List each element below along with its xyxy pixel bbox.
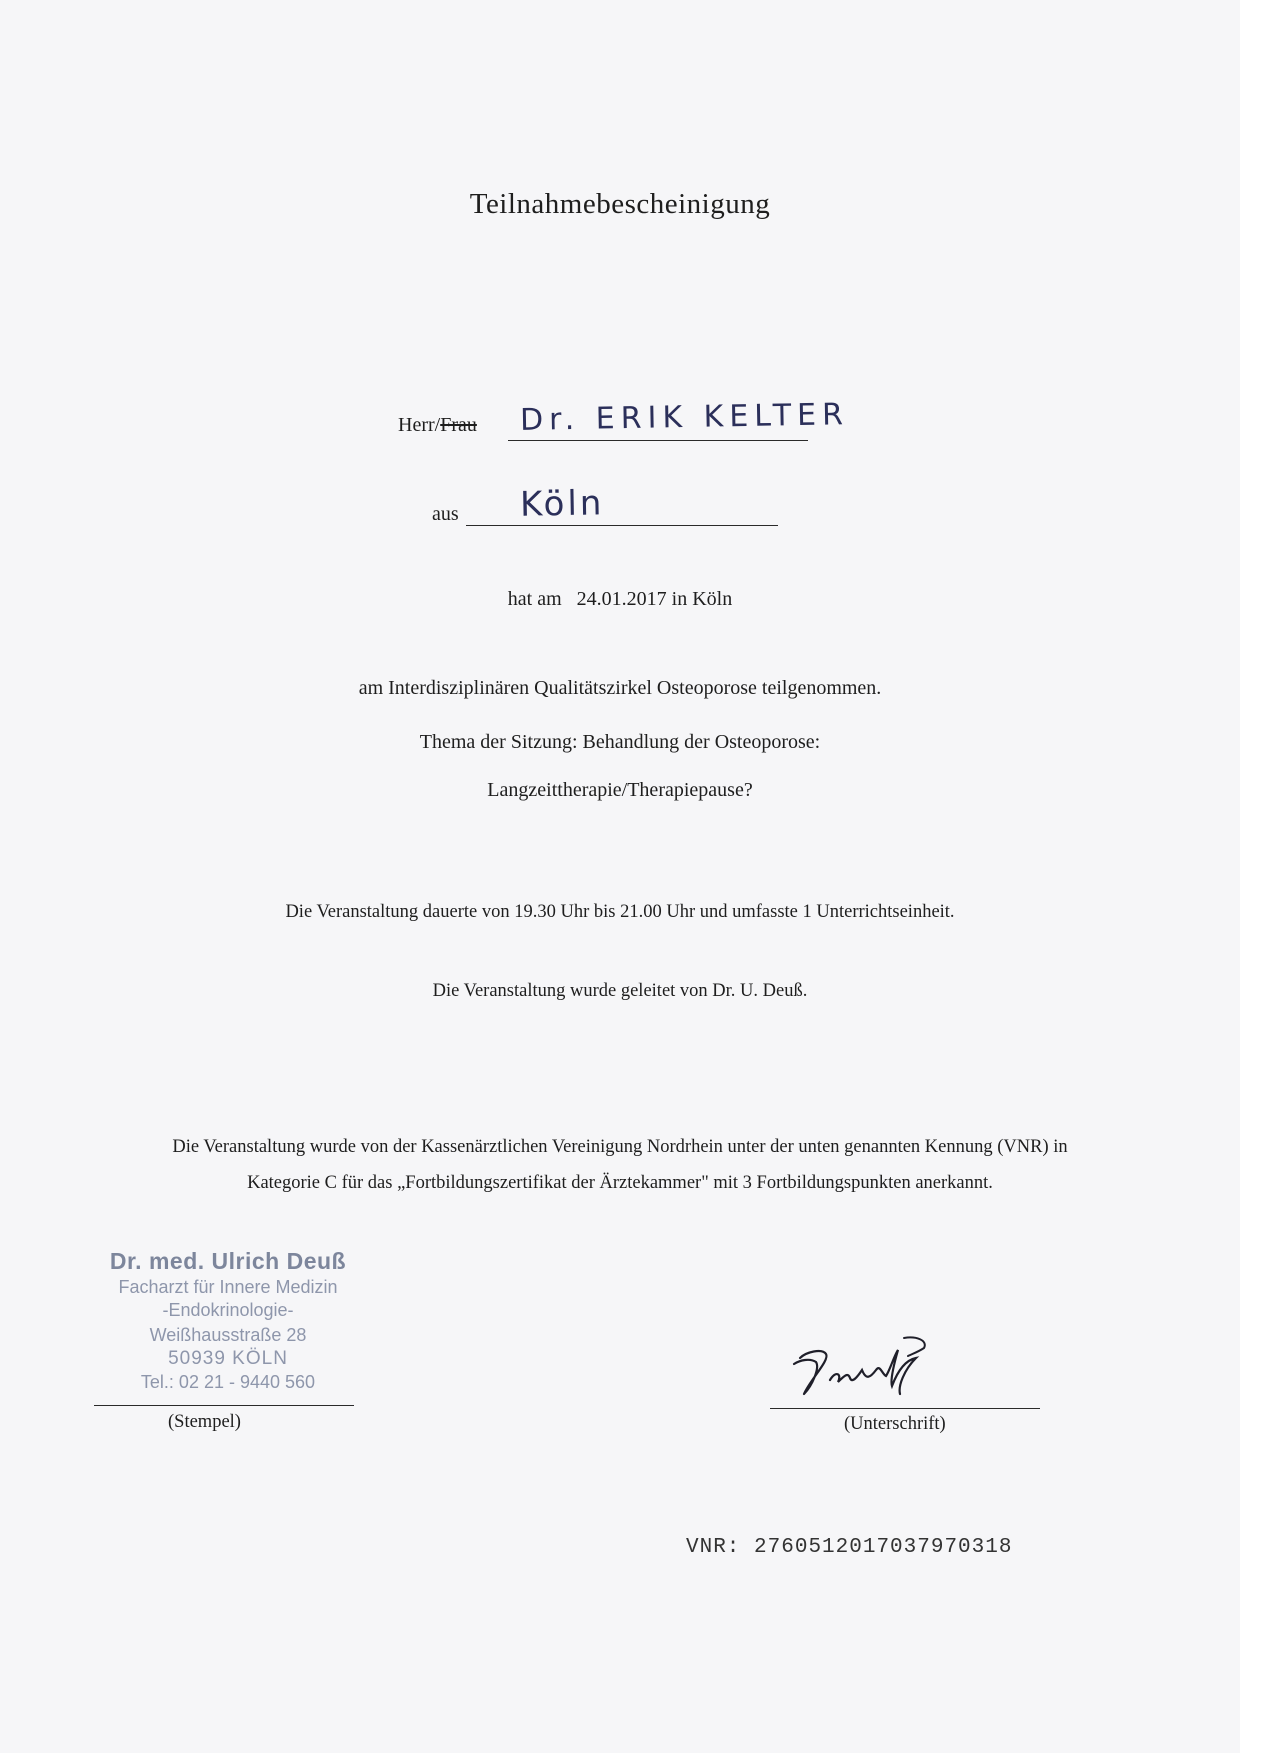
salutation-herr: Herr/ (398, 414, 441, 436)
date-suffix: in Köln (671, 588, 733, 610)
signature (786, 1330, 986, 1410)
topic-line-2: Langzeittherapie/Therapiepause? (487, 779, 753, 801)
name-underline (508, 440, 808, 441)
stamp-specialty: Facharzt für Innere Medizin (118, 1277, 338, 1297)
signature-line (770, 1408, 1040, 1409)
leader-text: Die Veranstaltung wurde geleitet von Dr. U. Deuß. (432, 981, 808, 1001)
stamp-city: 50939 KÖLN (168, 1348, 288, 1369)
participation-text: am Interdisziplinären Qualitätszirkel Osteoporose teilgenommen. (358, 677, 882, 699)
date-line (0, 588, 1240, 611)
salutation-frau-struck: Frau (440, 414, 477, 436)
stamp-phone: Tel.: 02 21 - 9440 560 (140, 1372, 316, 1392)
signature-caption: (Unterschrift) (844, 1414, 946, 1434)
document-title: Teilnahmebescheinigung (469, 188, 771, 220)
stamp-line (94, 1405, 354, 1406)
origin-city-handwritten: Köln (519, 483, 605, 525)
date-prefix: hat am (507, 588, 562, 610)
accreditation-line-2: Kategorie C für das „Fortbildungszertifikat der Ärztekammer" mit 3 Fortbildungspunkten anerkannt. (247, 1173, 993, 1193)
salutation-label (398, 414, 477, 437)
scan-edge (1240, 0, 1275, 1753)
signature-drawing-icon (786, 1330, 986, 1410)
stamp-subspecialty: -Endokrinologie- (162, 1300, 294, 1320)
accreditation-line-1: Die Veranstaltung wurde von der Kassenärztlichen Vereinigung Nordrhein unter der unten genannten Kennung (VNR) in (172, 1137, 1068, 1157)
practice-stamp (92, 1248, 364, 1393)
vnr-label: VNR: (686, 1536, 741, 1559)
origin-underline (466, 525, 778, 526)
topic-line-1: Thema der Sitzung: Behandlung der Osteoporose: (419, 731, 821, 753)
stamp-street: Weißhausstraße 28 (149, 1325, 307, 1345)
stamp-caption: (Stempel) (168, 1412, 241, 1432)
vnr-line (686, 1536, 1012, 1559)
origin-label: aus (432, 503, 459, 525)
participant-name-handwritten: Dr. ERIK KELTER (519, 397, 850, 438)
vnr-value: 2760512017037970318 (754, 1536, 1013, 1559)
event-date: 24.01.2017 (576, 588, 667, 610)
stamp-doctor-name: Dr. med. Ulrich Deuß (109, 1248, 347, 1274)
duration-text: Die Veranstaltung dauerte von 19.30 Uhr bis 21.00 Uhr und umfasste 1 Unterrichtseinheit. (285, 902, 955, 922)
